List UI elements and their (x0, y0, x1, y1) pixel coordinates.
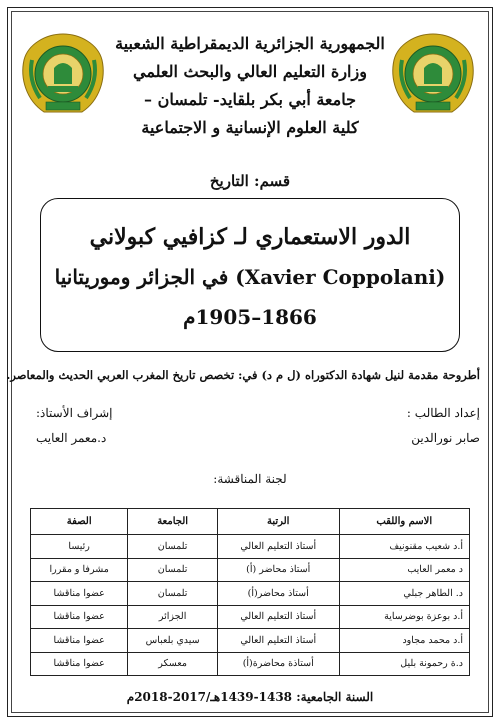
supervisor-name: د.معمر العايب (36, 431, 107, 445)
member-university: معسكر (128, 652, 218, 676)
member-university: الجزائر (128, 605, 218, 629)
faculty-name: كلية العلوم الإنسانية و الاجتماعية (141, 118, 359, 137)
table-row (31, 535, 470, 559)
member-rank: أستاذ التعليم العالي (217, 605, 339, 629)
committee-label: لجنة المناقشة: (213, 472, 287, 486)
member-name: د. الطاهر جبلي (339, 582, 469, 606)
member-role: عضوا مناقشا (31, 605, 128, 629)
thesis-title-box (40, 198, 460, 352)
university-name: جامعة أبي بكر بلقايد- تلمسان – (144, 90, 356, 109)
table-row (31, 558, 470, 582)
header-university: الجامعة (128, 509, 218, 535)
member-role: مشرفا و مقررا (31, 558, 128, 582)
member-university: تلمسان (128, 558, 218, 582)
thesis-title-line-1: الدور الاستعماري لـ كزافيي كبولاني (89, 224, 411, 250)
member-role: عضوا مناقشا (31, 582, 128, 606)
member-university: تلمسان (128, 535, 218, 559)
thesis-description: أطروحة مقدمة لنيل شهادة الدكتوراه (ل م د) في: تخصص تاريخ المغرب العربي الحديث والمعاصر. (6, 368, 480, 382)
jury-table (30, 508, 470, 676)
thesis-title-years: 1866–1905م (183, 305, 317, 329)
member-name: أ.د شعيب مقنونيف (339, 535, 469, 559)
member-rank: أستاذ محاضر(أ) (217, 582, 339, 606)
student-name: صابر نورالدين (411, 431, 480, 445)
table-header-row (31, 509, 470, 535)
member-role: عضوا مناقشا (31, 629, 128, 653)
member-rank: أستاذ محاضر (أ) (217, 558, 339, 582)
member-role: رئيسا (31, 535, 128, 559)
member-name: أ.د محمد مجاود (339, 629, 469, 653)
member-university: تلمسان (128, 582, 218, 606)
table-row (31, 629, 470, 653)
member-name: أ.د بوعزة بوضرساية (339, 605, 469, 629)
university-logo-icon (18, 30, 108, 120)
member-role: عضوا مناقشا (31, 652, 128, 676)
institution-header (110, 30, 390, 142)
member-university: سيدي بلعباس (128, 629, 218, 653)
ministry-name: وزارة التعليم العالي والبحث العلمي (133, 62, 367, 81)
university-logo-icon (388, 30, 478, 120)
member-rank: أستاذ التعليم العالي (217, 629, 339, 653)
member-name: د معمر العايب (339, 558, 469, 582)
thesis-title-line-2: (Xavier Coppolani) في الجزائر وموريتانيا (54, 265, 446, 289)
supervisor-label: إشراف الأستاذ: (36, 406, 113, 420)
table-row (31, 582, 470, 606)
member-rank: أستاذ التعليم العالي (217, 535, 339, 559)
academic-year: السنة الجامعية: 1438-1439هـ/2017-2018م (126, 690, 374, 704)
member-name: د.ة رحمونة بليل (339, 652, 469, 676)
table-row (31, 652, 470, 676)
table-row (31, 605, 470, 629)
republic-name: الجمهورية الجزائرية الديمقراطية الشعبية (115, 34, 385, 53)
member-rank: أستاذة محاضرة(أ) (217, 652, 339, 676)
header-role: الصفة (31, 509, 128, 535)
student-label: إعداد الطالب : (406, 406, 480, 420)
header-rank: الرتبة (217, 509, 339, 535)
department-name: قسم: التاريخ (209, 172, 291, 190)
header-name: الاسم واللقب (339, 509, 469, 535)
